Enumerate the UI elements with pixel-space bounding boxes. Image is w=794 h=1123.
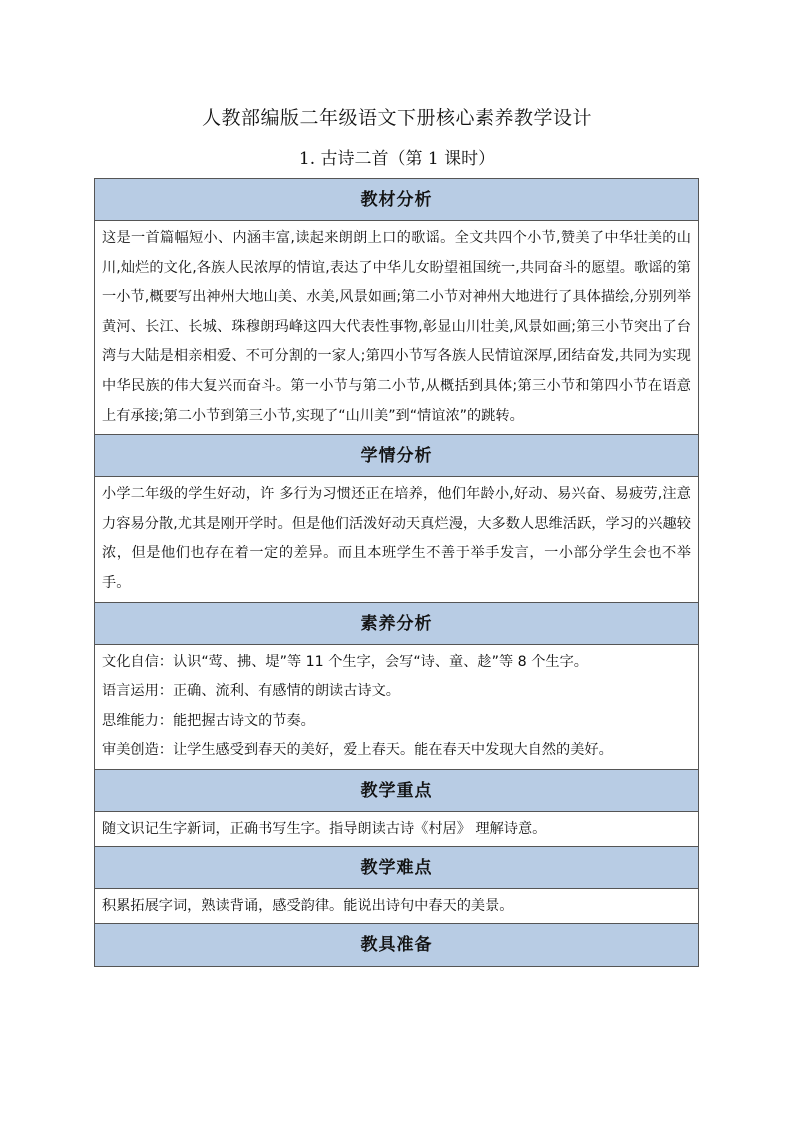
literacy-line-culture: 文化自信：认识“莺、拂、堤”等 11 个生字，会写“诗、童、趁”等 8 个生字。: [102, 653, 588, 670]
materials-analysis-text: 这是一首篇幅短小、内涵丰富,读起来朗朗上口的歌谣。全文共四个小节,赞美了中华壮美的山川,灿烂的文化,各族人民浓厚的情谊,表达了中华儿女盼望祖国统一,共同奋斗的愿望。歌谣的第一小节,概要写出神州大地山美、水美,风景如画;第二小节对神州大地进行了具体描绘,分别列举黄河、长江、长城、珠穆朗玛峰这四大代表性事物,彰显山川壮美,风景如画;第三小节突出了台湾与大陆是相亲相爱、不可分割的一家人;第四小节写各族人民情谊深厚,团结奋发,共同为实现中华民族的伟大复兴而奋斗。第一小节与第二小节,从概括到具体;第三小节和第四小节在语意上有承接;第二小节到第三小节,实现了“山川美”到“情谊浓”的跳转。: [102, 230, 691, 424]
teaching-tools-header: 教具准备: [95, 924, 698, 966]
materials-analysis-body: [95, 221, 698, 435]
literacy-line-thinking: 思维能力：能把握古诗文的节奏。: [102, 712, 315, 729]
literacy-analysis-body: [95, 645, 698, 770]
teaching-key-points-header: 教学重点: [95, 770, 698, 812]
student-analysis-header: 学情分析: [95, 435, 698, 477]
literacy-analysis-header: 素养分析: [95, 603, 698, 645]
lesson-title: 1. 古诗二首（第 1 课时）: [298, 149, 496, 169]
document-title: 人教部编版二年级语文下册核心素养教学设计: [201, 107, 592, 129]
teaching-difficulties-text: 积累拓展字词，熟读背诵，感受韵律。能说出诗句中春天的美景。: [102, 897, 514, 914]
materials-analysis-header: 教材分析: [95, 179, 698, 221]
student-analysis-text: 小学二年级的学生好动，许 多行为习惯还正在培养，他们年龄小,好动、易兴奋、易疲劳,注意力容易分散,尤其是刚开学时。但是他们活泼好动天真烂漫，大多数人思维活跃，学习的兴趣较浓，但是他们也存在着一定的差异。而且本班学生不善于举手发言，一小部分学生会也不举手。: [102, 486, 691, 591]
teaching-key-points-body: [95, 812, 698, 847]
student-analysis-body: [95, 477, 698, 602]
teaching-difficulties-header: 教学难点: [95, 847, 698, 889]
literacy-line-language: 语言运用：正确、流利、有感情的朗读古诗文。: [102, 683, 400, 700]
lesson-plan-table: [94, 178, 699, 967]
teaching-key-points-text: 随文识记生字新词，正确书写生字。指导朗读古诗《村居》 理解诗意。: [102, 820, 547, 837]
literacy-line-aesthetic: 审美创造：让学生感受到春天的美好，爱上春天。能在春天中发现大自然的美好。: [102, 742, 613, 759]
teaching-difficulties-body: [95, 889, 698, 924]
